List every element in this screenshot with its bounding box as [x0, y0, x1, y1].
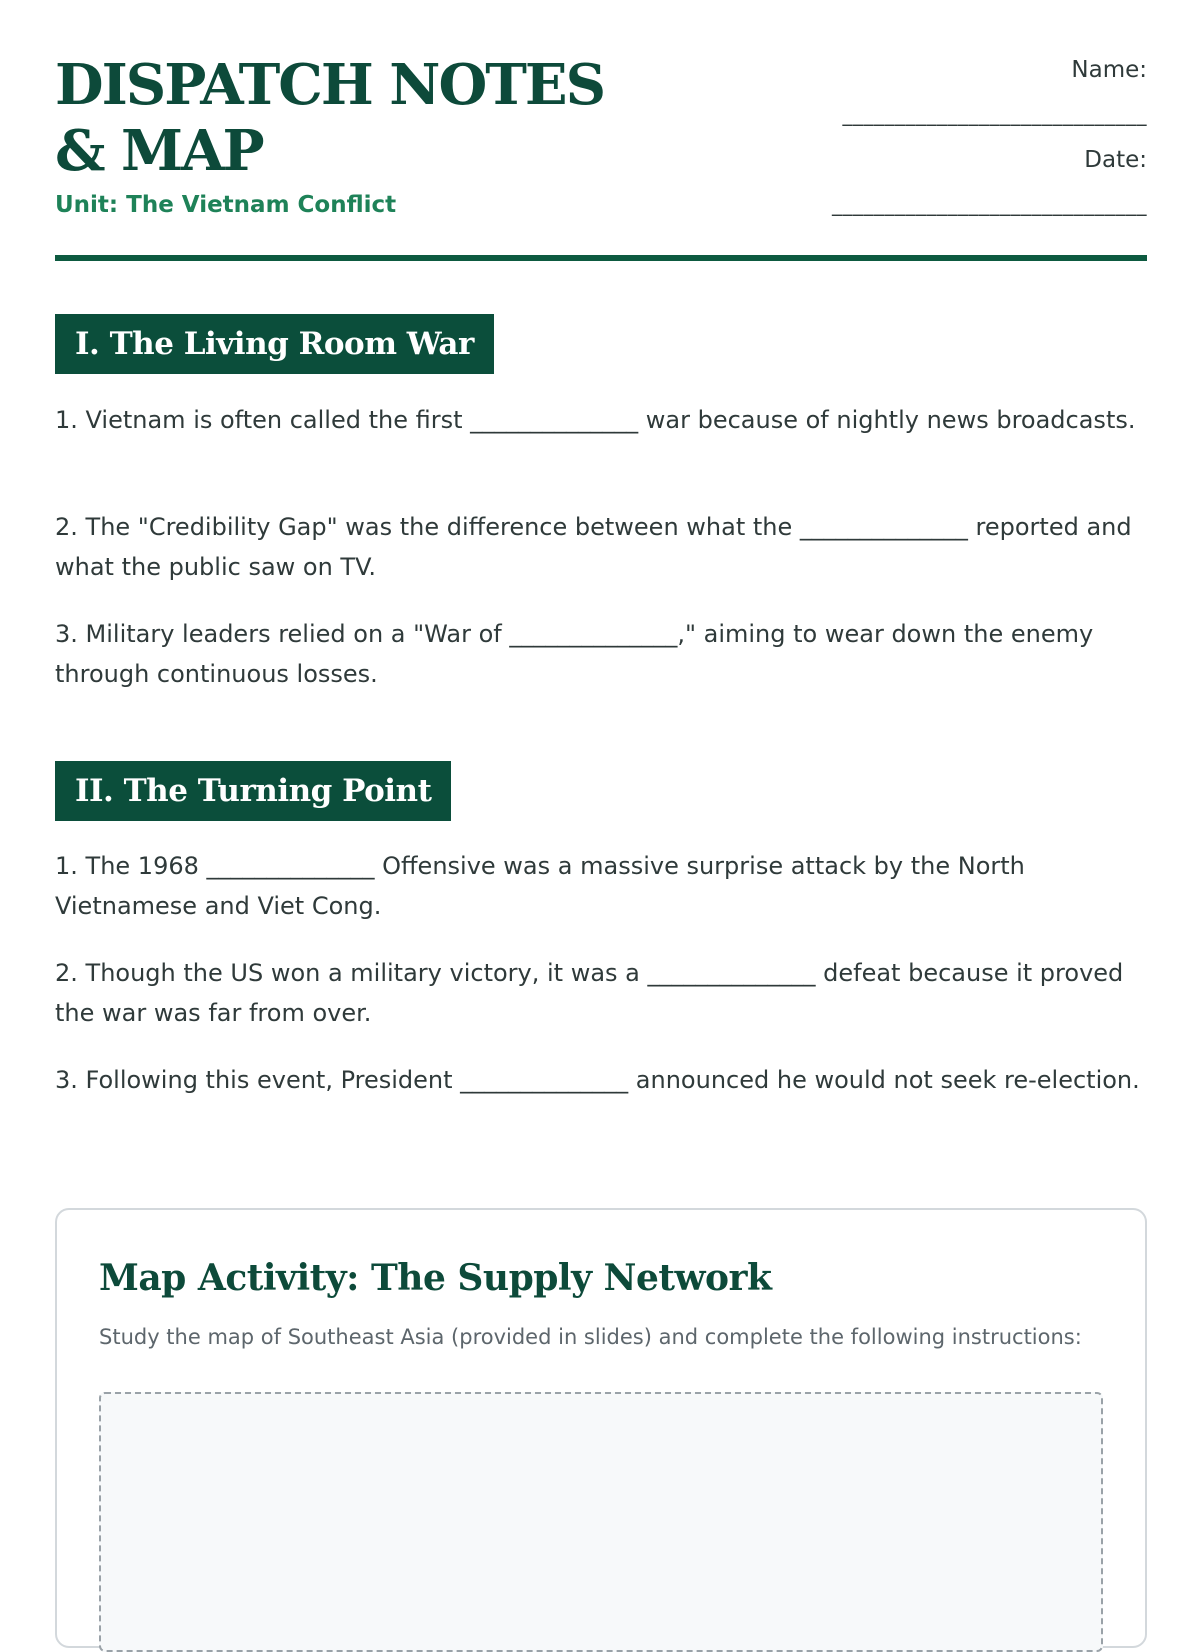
question-item: 1. The 1968 ______________ Offensive was a massive surprise attack by the North Vietnamese and Viet Cong.: [55, 852, 1025, 920]
question-item: 2. Though the US won a military victory, it was a ______________ defeat because it proved the war was far from over.: [55, 959, 1124, 1027]
worksheet-title: DISPATCH NOTES & MAP: [55, 52, 605, 184]
map-activity-instructions: Study the map of Southeast Asia (provided in slides) and complete the following instructions:: [99, 1325, 1082, 1349]
map-activity-title: Map Activity: The Supply Network: [99, 1257, 772, 1299]
worksheet-page: [55, 0, 1147, 1600]
map-activity-card: [55, 1208, 1147, 1648]
section-heading-living-room-war: I. The Living Room War: [55, 314, 494, 374]
unit-subtitle: Unit: The Vietnam Conflict: [55, 192, 397, 218]
question-item: 3. Following this event, President ______________ announced he would not seek re-election.: [55, 1066, 1140, 1094]
question-item: 1. Vietnam is often called the first ______________ war because of nightly news broadcasts.: [55, 406, 1136, 434]
question-item: 3. Military leaders relied on a "War of ______________," aiming to wear down the enemy through continuous losses.: [55, 620, 1094, 688]
map-drawing-area[interactable]: [99, 1392, 1103, 1652]
name-label: Name:: [1071, 57, 1147, 83]
section-heading-turning-point: II. The Turning Point: [55, 761, 451, 821]
student-info: [767, 55, 1147, 219]
header-divider: [55, 255, 1147, 261]
question-item: 2. The "Credibility Gap" was the difference between what the ______________ reported and what the public saw on TV.: [55, 513, 1132, 581]
name-field[interactable]: _____________________________: [842, 102, 1147, 126]
worksheet-header: [55, 0, 1147, 265]
date-label: Date:: [1084, 147, 1147, 173]
date-field[interactable]: ______________________________: [832, 192, 1147, 216]
